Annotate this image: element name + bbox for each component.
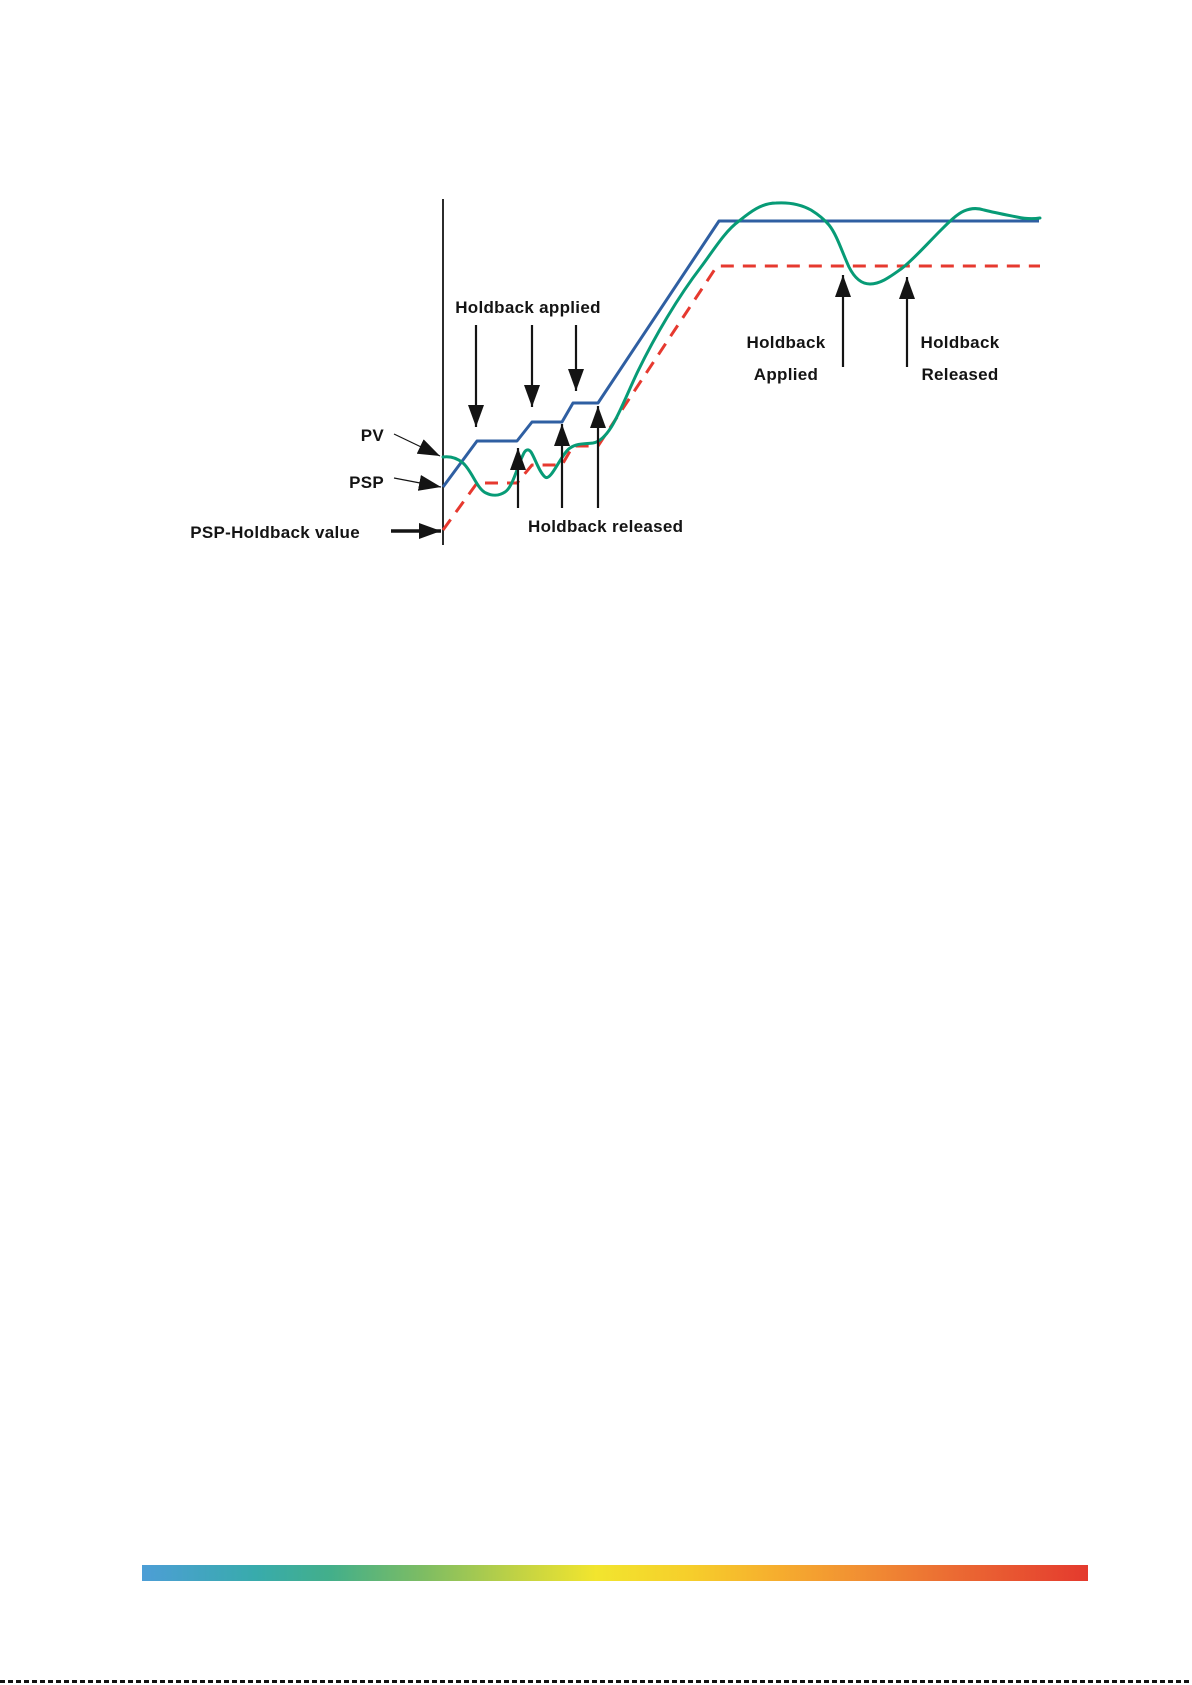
psp-pointer	[394, 478, 441, 487]
label-holdback-released-right	[874, 327, 1046, 391]
label-holdback-released-right-line1: Holdback	[920, 333, 1000, 352]
label-holdback-applied-right-line2: Applied	[753, 365, 819, 384]
label-holdback-applied: Holdback applied	[455, 298, 601, 317]
page-bottom-rule	[0, 1680, 1192, 1683]
label-holdback-released-right-line2: Released	[921, 365, 999, 384]
label-psp: PSP	[349, 473, 384, 492]
label-holdback-applied-right	[700, 327, 872, 391]
label-psp-holdback-value: PSP-Holdback value	[190, 523, 360, 542]
label-holdback-applied-right-line1: Holdback	[746, 333, 826, 352]
pv-pointer	[394, 434, 440, 456]
label-holdback-released: Holdback released	[528, 517, 684, 536]
footer-gradient-bar	[142, 1565, 1088, 1581]
label-pv: PV	[360, 426, 384, 445]
